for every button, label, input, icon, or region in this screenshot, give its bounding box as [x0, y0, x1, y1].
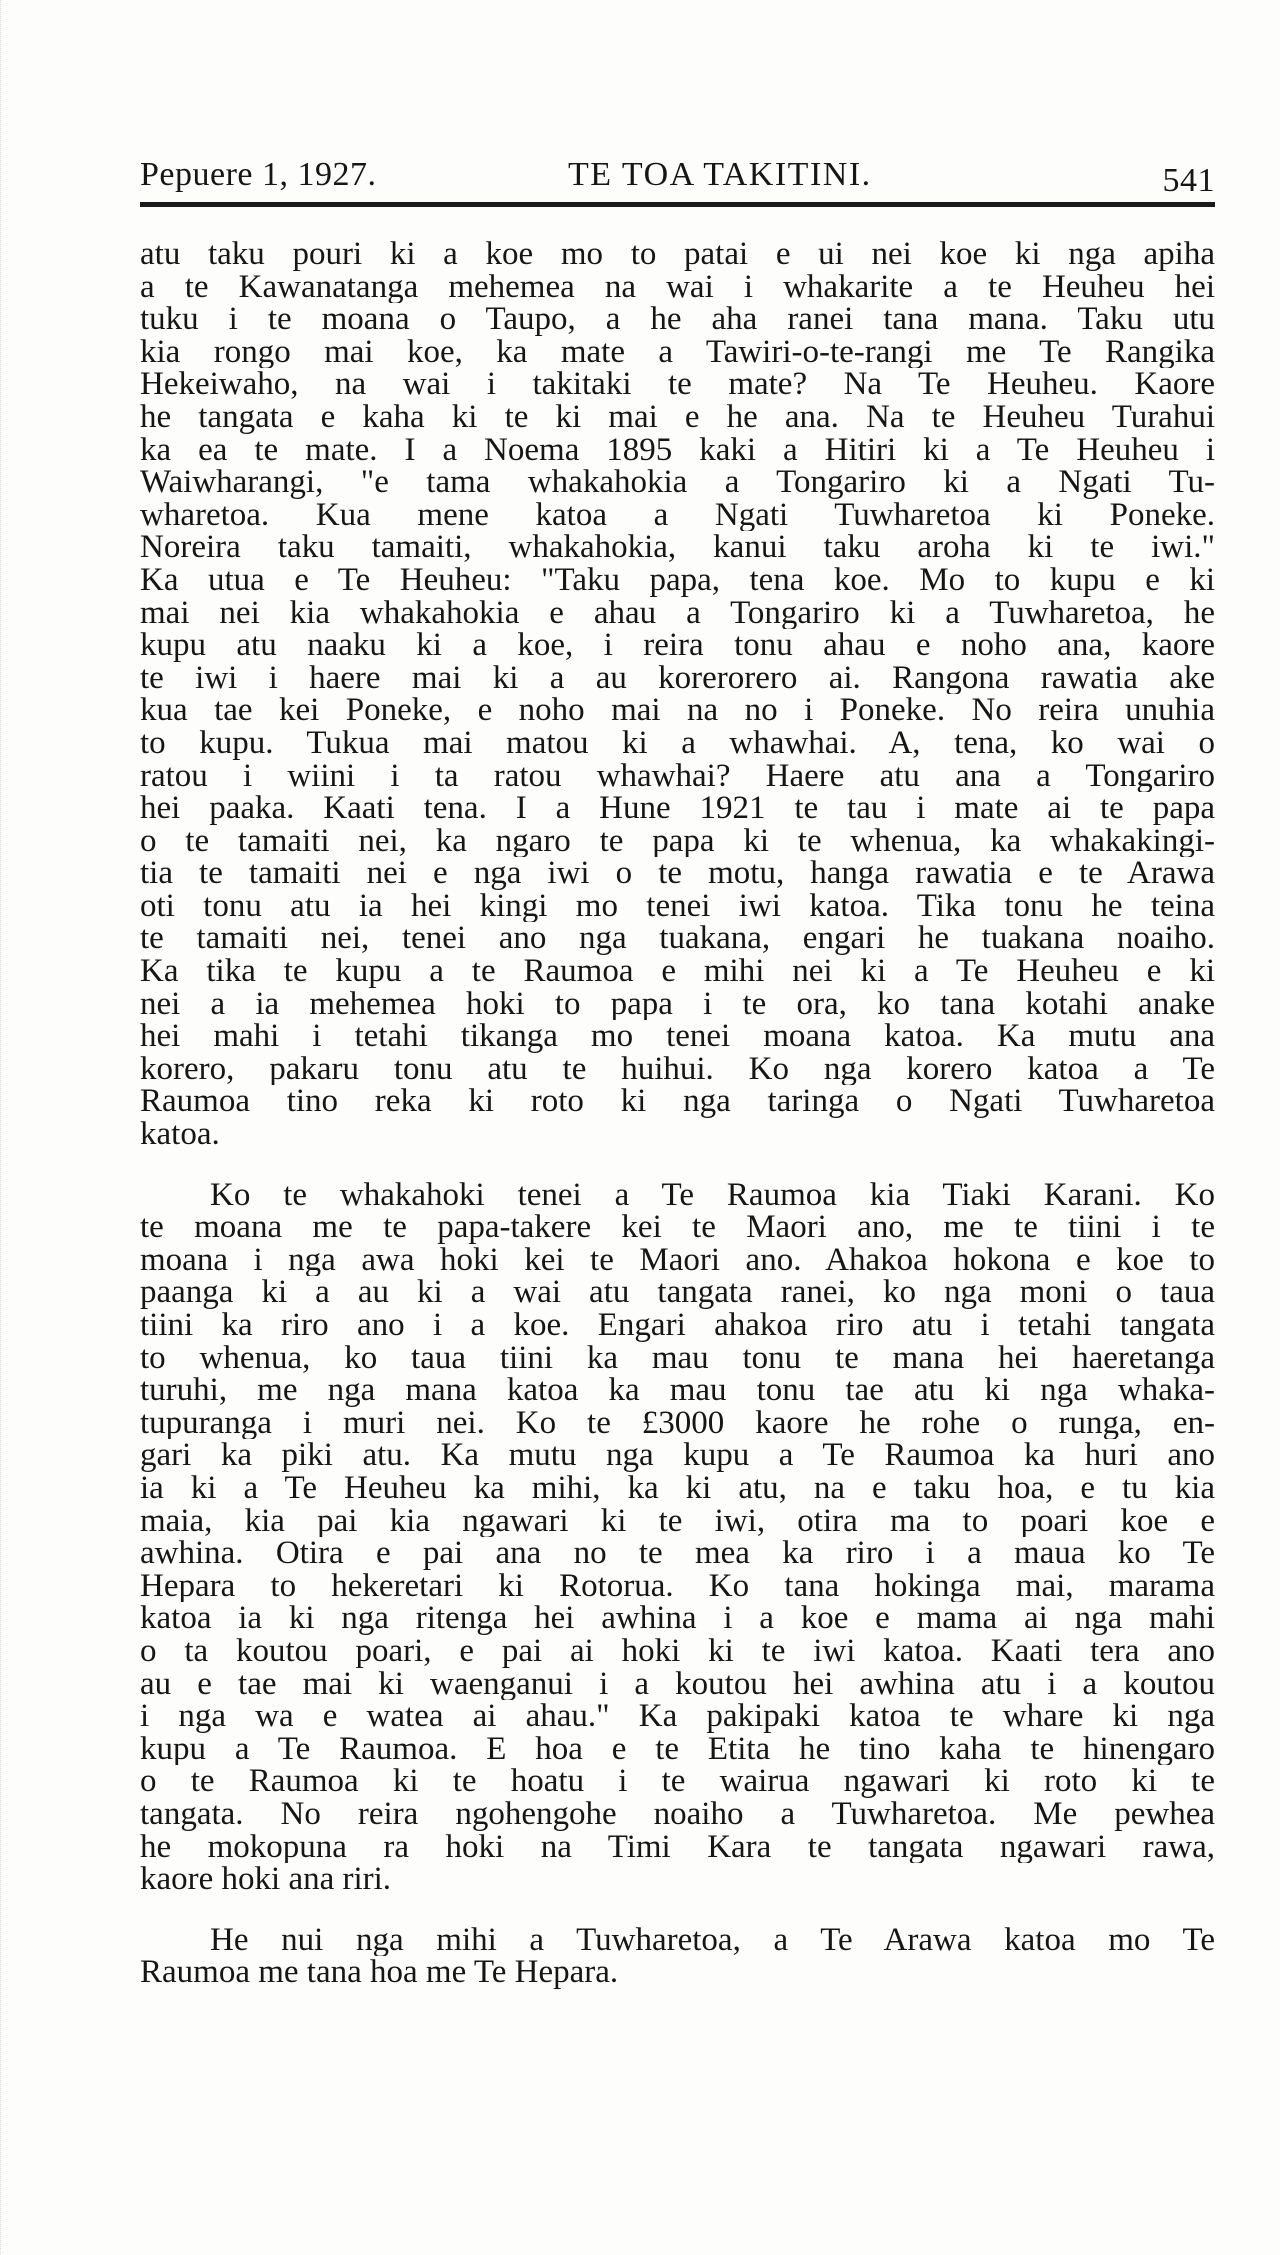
paragraph-gap: [140, 1151, 1215, 1179]
text-line: i nga wa e watea ai ahau." Ka pakipaki katoa te whare ki nga: [140, 1700, 1215, 1733]
text-line: Ko te whakahoki tenei a Te Raumoa kia Tiaki Karani. Ko: [210, 1178, 1215, 1212]
text-line: oti tonu atu ia hei kingi mo tenei iwi katoa. Tika tonu he teina: [140, 889, 1215, 923]
text-line: te iwi i haere mai ki a au korerorero ai. Rangona rawatia ake: [140, 661, 1215, 695]
text-line: o te Raumoa ki te hoatu i te wairua ngawari ki roto ki te: [140, 1765, 1215, 1798]
text-line: Raumoa tino reka ki roto ki nga taringa o Ngati Tuwharetoa: [140, 1085, 1215, 1119]
text-line: te tamaiti nei, tenei ano nga tuakana, engari he tuakana noaiho.: [140, 922, 1215, 956]
text-line: turuhi, me nga mana katoa ka mau tonu tae atu ki nga whaka-: [140, 1374, 1215, 1407]
text-line: atu taku pouri ki a koe mo to patai e ui nei koe ki nga apiha: [140, 238, 1215, 271]
text-line: he mokopuna ra hoki na Timi Kara te tangata ngawari rawa,: [140, 1830, 1215, 1864]
text-line: Ka utua e Te Heuheu: "Taku papa, tena koe. Mo to kupu e ki: [140, 563, 1215, 597]
text-line: kua tae kei Poneke, e noho mai na no i Poneke. No reira unuhia: [140, 694, 1215, 727]
text-line: katoa.: [140, 1118, 220, 1151]
text-line: He nui nga mihi a Tuwharetoa, a Te Arawa katoa mo Te: [210, 1923, 1215, 1957]
text-line: tupuranga i muri nei. Ko te £3000 kaore he rohe o runga, en-: [140, 1406, 1215, 1440]
text-line: korero, pakaru tonu atu te huihui. Ko nga korero katoa a Te: [140, 1052, 1215, 1086]
text-line: Noreira taku tamaiti, whakahokia, kanui taku aroha ki te iwi.": [140, 531, 1215, 564]
text-line: hei paaka. Kaati tena. I a Hune 1921 te tau i mate ai te papa: [140, 792, 1215, 825]
text-line: maia, kia pai kia ngawari ki te iwi, otira ma to poari koe e: [140, 1504, 1215, 1538]
text-line: kia rongo mai koe, ka mate a Tawiri-o-te-rangi me Te Rangika: [140, 335, 1215, 369]
header-rule: [140, 202, 1215, 207]
text-line: Waiwharangi, "e tama whakahokia a Tongariro ki a Ngati Tu-: [140, 466, 1215, 499]
page-number: 541: [1162, 162, 1215, 199]
text-line: Hekeiwaho, na wai i takitaki te mate? Na Te Heuheu. Kaore: [140, 368, 1215, 401]
text-line: moana i nga awa hoki kei te Maori ano. Ahakoa hokona e koe to: [140, 1243, 1215, 1277]
text-line: kupu atu naaku ki a koe, i reira tonu ahau e noho ana, kaore: [140, 629, 1215, 662]
paragraph: [140, 1179, 1215, 1896]
issue-date: Pepuere 1, 1927.: [140, 156, 377, 193]
text-line: tiini ka riro ano i a koe. Engari ahakoa riro atu i tetahi tangata: [140, 1309, 1215, 1342]
text-line: kaore hoki ana riri.: [140, 1863, 392, 1896]
text-line: tuku i te moana o Taupo, a he aha ranei tana mana. Taku utu: [140, 303, 1215, 336]
paragraph: [140, 1924, 1215, 1989]
text-line: hei mahi i tetahi tikanga mo tenei moana katoa. Ka mutu ana: [140, 1020, 1215, 1053]
text-line: Hepara to hekeretari ki Rotorua. Ko tana hokinga mai, marama: [140, 1569, 1215, 1603]
text-line: tia te tamaiti nei e nga iwi o te motu, hanga rawatia e te Arawa: [140, 857, 1215, 890]
text-line: Raumoa me tana hoa me Te Hepara.: [140, 1956, 619, 1989]
text-line: o te tamaiti nei, ka ngaro te papa ki te whenua, ka whakakingi-: [140, 824, 1215, 858]
text-line: wharetoa. Kua mene katoa a Ngati Tuwharetoa ki Poneke.: [140, 498, 1215, 532]
text-line: mai nei kia whakahokia e ahau a Tongariro ki a Tuwharetoa, he: [140, 596, 1215, 630]
scan-edge-speckles: [0, 0, 13, 2255]
text-line: kupu a Te Raumoa. E hoa e te Etita he tino kaha te hinengaro: [140, 1732, 1215, 1766]
publication-title: TE TOA TAKITINI.: [568, 156, 872, 193]
text-line: tangata. No reira ngohengohe noaiho a Tuwharetoa. Me pewhea: [140, 1797, 1215, 1831]
text-line: Ka tika te kupu a te Raumoa e mihi nei ki a Te Heuheu e ki: [140, 955, 1215, 988]
running-header: [140, 150, 1215, 210]
text-line: awhina. Otira e pai ana no te mea ka riro i a maua ko Te: [140, 1537, 1215, 1570]
text-line: to whenua, ko taua tiini ka mau tonu te mana hei haeretanga: [140, 1341, 1215, 1375]
text-line: paanga ki a au ki a wai atu tangata ranei, ko nga moni o taua: [140, 1276, 1215, 1309]
text-line: au e tae mai ki waenganui i a koutou hei awhina atu i a koutou: [140, 1667, 1215, 1701]
text-line: nei a ia mehemea hoki to papa i te ora, ko tana kotahi anake: [140, 987, 1215, 1021]
article-body: [140, 238, 1215, 1989]
text-line: he tangata e kaha ki te ki mai e he ana. Na te Heuheu Turahui: [140, 400, 1215, 434]
text-line: a te Kawanatanga mehemea na wai i whakarite a te Heuheu hei: [140, 270, 1215, 304]
text-line: katoa ia ki nga ritenga hei awhina i a koe e mama ai nga mahi: [140, 1602, 1215, 1635]
paragraph: [140, 238, 1215, 1151]
paragraph-gap: [140, 1896, 1215, 1924]
text-line: ia ki a Te Heuheu ka mihi, ka ki atu, na e taku hoa, e tu kia: [140, 1471, 1215, 1505]
text-line: o ta koutou poari, e pai ai hoki ki te iwi katoa. Kaati tera ano: [140, 1634, 1215, 1668]
text-line: ratou i wiini i ta ratou whawhai? Haere atu ana a Tongariro: [140, 759, 1215, 793]
text-line: to kupu. Tukua mai matou ki a whawhai. A, tena, ko wai o: [140, 726, 1215, 760]
text-line: gari ka piki atu. Ka mutu nga kupu a Te Raumoa ka huri ano: [140, 1439, 1215, 1472]
text-line: te moana me te papa-takere kei te Maori ano, me te tiini i te: [140, 1211, 1215, 1244]
text-line: ka ea te mate. I a Noema 1895 kaki a Hitiri ki a Te Heuheu i: [140, 433, 1215, 467]
